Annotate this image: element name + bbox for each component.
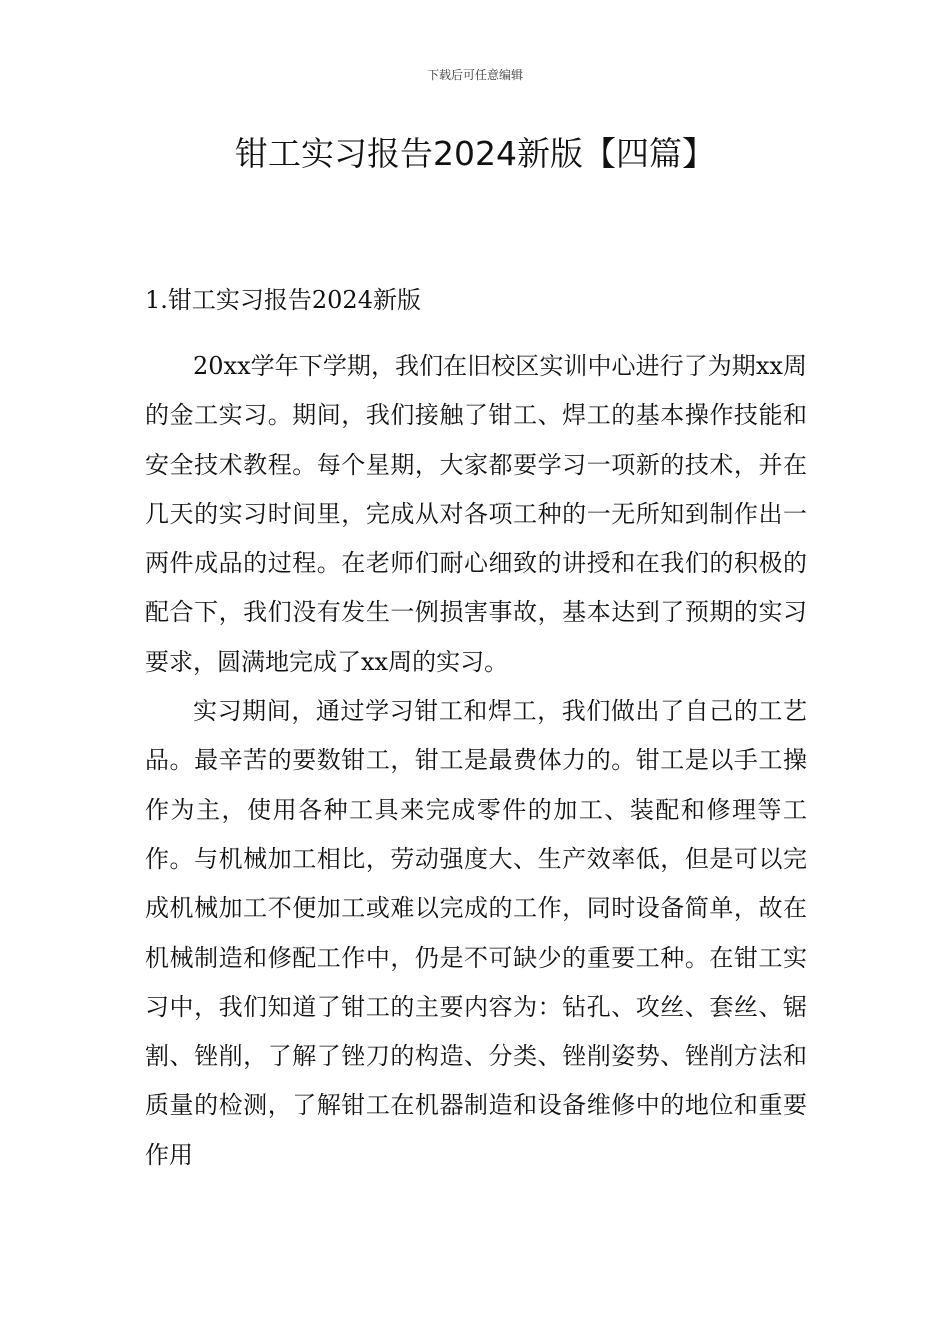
document-body <box>145 285 807 1180</box>
section-heading: 1.钳工实习报告2024新版 <box>145 286 421 314</box>
paragraph: 20xx学年下学期，我们在旧校区实训中心进行了为期xx周的金工实习。期间，我们接触了钳工、焊工的基本操作技能和安全技术教程。每个星期，大家都要学习一项新的技术，并在几天的实习时间里，完成从对各项工种的一无所知到制作出一两件成品的过程。在老师们耐心细致的讲授和在我们的积极的配合下，我们没有发生一例损害事故，基本达到了预期的实习要求，圆满地完成了xx周的实习。 <box>145 352 807 676</box>
page-header-note: 下载后可任意编辑 <box>426 68 523 82</box>
document-title: 钳工实习报告2024新版【四篇】 <box>235 134 715 173</box>
paragraph: 实习期间，通过学习钳工和焊工，我们做出了自己的工艺品。最辛苦的要数钳工，钳工是最费体力的。钳工是以手工操作为主，使用各种工具来完成零件的加工、装配和修理等工作。与机械加工相比，劳动强度大、生产效率低，但是可以完成机械加工不便加工或难以完成的工作，同时设备简单，故在机械制造和修配工作中，仍是不可缺少的重要工种。在钳工实习中，我们知道了钳工的主要内容为：钻孔、攻丝、套丝、锯割、锉削，了解了锉刀的构造、分类、锉削姿势、锉削方法和质量的检测，了解钳工在机器制造和设备维修中的地位和重要作用 <box>145 697 807 1169</box>
